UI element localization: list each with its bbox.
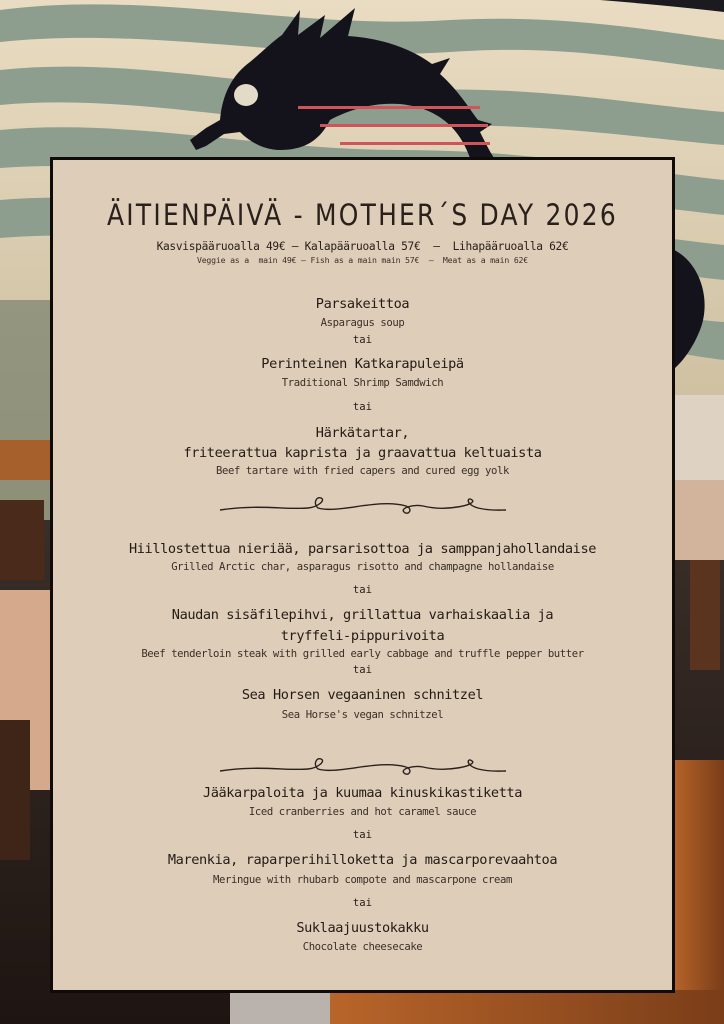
prices-finnish: Kasvispääruoalla 49€ – Kalapääruoalla 57€ – Lihapääruoalla 62€: [156, 240, 569, 253]
dish-name-en: Chocolate cheesecake: [302, 941, 423, 953]
dish-name-en: Sea Horse's vegan schnitzel: [281, 709, 444, 721]
flourish-divider: [218, 494, 508, 518]
menu-title: ÄITIENPÄIVÄ - MOTHER´S DAY 2026: [107, 198, 618, 232]
dish-name-fi: tryffeli-pippurivoita: [280, 628, 445, 644]
menu-card: [50, 157, 675, 993]
dish-name-fi: Härkätartar,: [315, 425, 410, 441]
dish-name-fi: Parsakeittoa: [315, 296, 410, 312]
dish-name-fi: Sea Horsen vegaaninen schnitzel: [241, 687, 484, 703]
dish-name-en: Asparagus soup: [320, 317, 405, 329]
dish-name-en: Iced cranberries and hot caramel sauce: [248, 806, 477, 818]
wood-panel: [672, 760, 724, 1000]
prices-english: Veggie as a main 49€ – Fish as a main main 57€ – Meat as a main 62€: [196, 255, 529, 265]
dish-name-en: Traditional Shrimp Samdwich: [281, 377, 444, 389]
dish-name-en: Meringue with rhubarb compote and mascarpone cream: [213, 874, 512, 886]
dish-name-fi: Naudan sisäfilepihvi, grillattua varhaiskaalia ja: [171, 607, 554, 623]
separator-tai: tai: [352, 334, 373, 346]
dish-name-fi: Suklaajuustokakku: [296, 920, 429, 936]
separator-tai: tai: [352, 897, 373, 909]
dish-name-fi: Jääkarpaloita ja kuumaa kinuskikastiketta: [202, 785, 523, 801]
separator-tai: tai: [352, 664, 373, 676]
chair: [0, 500, 44, 580]
dish-name-fi: Marenkia, raparperihilloketta ja mascarporevaahtoa: [167, 852, 558, 868]
dish-name-en: Beef tartare with fried capers and cured egg yolk: [216, 465, 509, 477]
separator-tai: tai: [352, 829, 373, 841]
dish-name-en: Grilled Arctic char, asparagus risotto and champagne hollandaise: [171, 561, 554, 573]
dish-name-en: Beef tenderloin steak with grilled early cabbage and truffle pepper butter: [141, 648, 584, 660]
tablecloth-right: [672, 480, 724, 560]
dish-name-fi: Hiillostettua nieriää, parsarisottoa ja samppanjahollandaise: [128, 541, 597, 557]
dish-name-fi: friteerattua kaprista ja graavattua keltuaista: [183, 445, 542, 461]
separator-tai: tai: [352, 584, 373, 596]
flourish-divider: [218, 755, 508, 779]
separator-tai: tai: [352, 401, 373, 413]
dish-name-fi: Perinteinen Katkarapuleipä: [261, 356, 464, 372]
